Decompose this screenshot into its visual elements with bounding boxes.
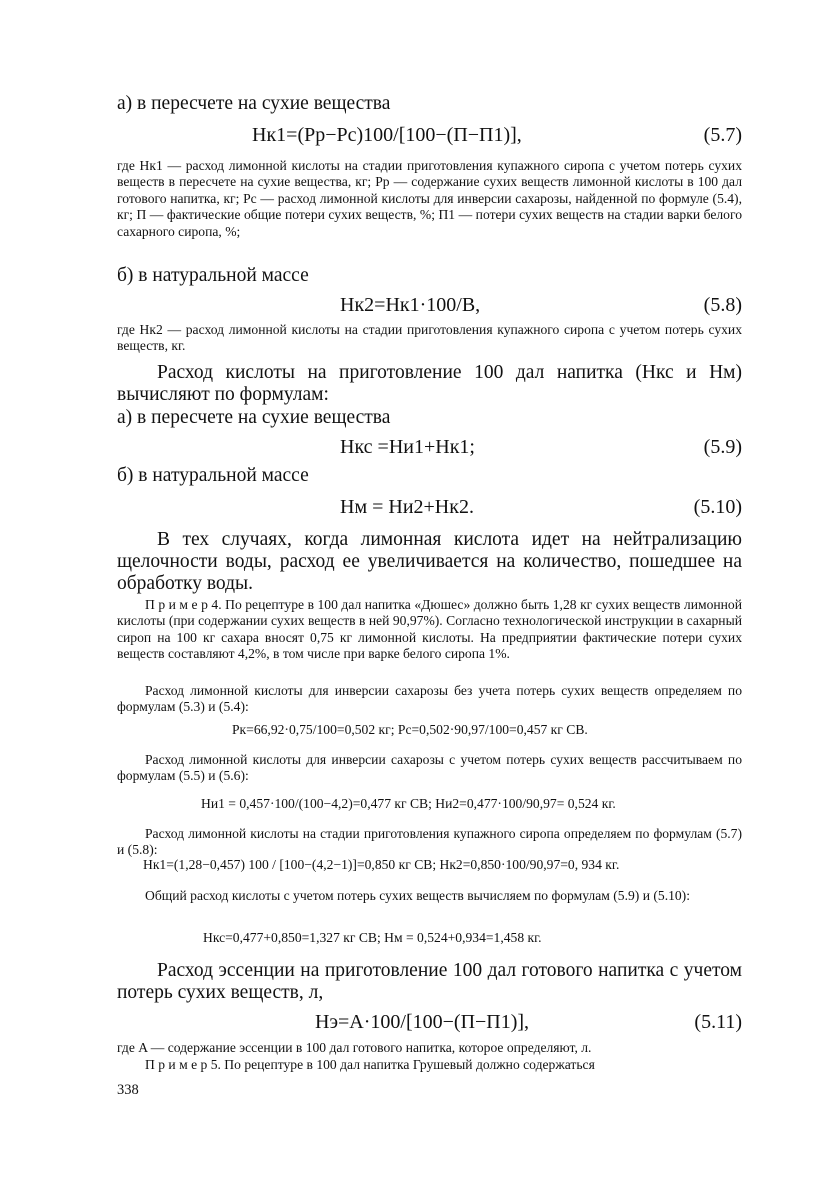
- formula-expr: Hм = Hи2+Hк2.: [340, 496, 474, 518]
- formula-expr: Hк1=(Pр−Pс)100/[100−(П−П1)],: [252, 124, 522, 146]
- example-5-paragraph: П р и м е р 5. По рецептуре в 100 дал напитка Грушевый должно содержаться: [145, 1057, 595, 1072]
- formula-5-10: [117, 495, 742, 519]
- formula-number: (5.8): [703, 294, 742, 316]
- inversion-losses-paragraph: Расход лимонной кислоты для инверсии сахарозы с учетом потерь сухих веществ рассчитываем по формулам (5.5) и (5.6):: [117, 752, 742, 784]
- acid-paragraph: Расход кислоты на приготовление 100 дал напитка (Hкс и Hм) вычисляют по формулам:: [117, 362, 742, 405]
- calc-line-4: Hкс=0,477+0,850=1,327 кг СВ; Hм = 0,524+0,934=1,458 кг.: [203, 930, 542, 945]
- formula-number: (5.10): [693, 496, 742, 518]
- formula-5-8: [117, 293, 742, 317]
- essence-paragraph: Расход эссенции на приготовление 100 дал готового напитка с учетом потерь сухих веществ, л,: [117, 960, 742, 1003]
- total-paragraph: Общий расход кислоты с учетом потерь сухих веществ вычисляем по формулам (5.9) и (5.10):: [145, 888, 690, 903]
- formula-number: (5.11): [694, 1011, 742, 1033]
- calc-line-3: Hк1=(1,28−0,457) 100 / [100−(4,2−1)]=0,850 кг СВ; Hк2=0,850·100/90,97=0, 934 кг.: [143, 857, 620, 872]
- where-5-8: где Hк2 — расход лимонной кислоты на стадии приготовления купажного сиропа с учетом потерь сухих веществ, кг.: [117, 322, 742, 354]
- formula-expr: Hкс =Hи1+Hк1;: [340, 436, 475, 458]
- item-a-dry-2: а) в пересчете на сухие вещества: [117, 407, 391, 428]
- blend-paragraph: Расход лимонной кислоты на стадии приготовления купажного сиропа определяем по формулам (5.7) и (5.8):: [117, 826, 742, 858]
- formula-number: (5.9): [703, 436, 742, 458]
- calc-line-1: Pк=66,92·0,75/100=0,502 кг; Pс=0,502·90,97/100=0,457 кг СВ.: [232, 722, 588, 737]
- formula-expr: Hэ=A·100/[100−(П−П1)],: [315, 1011, 530, 1033]
- formula-expr: Hк2=Hк1·100/В,: [340, 294, 481, 316]
- formula-5-7: [117, 123, 742, 147]
- formula-5-9: [117, 435, 742, 459]
- formula-number: (5.7): [703, 124, 742, 146]
- where-5-7: где Hк1 — расход лимонной кислоты на стадии приготовления купажного сиропа с учетом потерь сухих веществ в пересчете на сухие вещества, кг; Pр — содержание сухих веществ лимонной кислоты в 100 дал готового напитка, кг; Pс — расход лимонной кислоты для инверсии сахарозы, найденной по формуле (5.4), кг; П — фактические общие потери сухих веществ, %; П1 — потери сухих веществ на стадии варки белого сахарного сиропа, %;: [117, 158, 742, 239]
- where-5-11: где A — содержание эссенции в 100 дал готового напитка, которое определяют, л.: [117, 1040, 592, 1055]
- item-a-dry: а) в пересчете на сухие вещества: [117, 93, 391, 114]
- calc-line-2: Hи1 = 0,457·100/(100−4,2)=0,477 кг СВ; Hи2=0,477·100/90,97= 0,524 кг.: [201, 796, 616, 811]
- formula-5-11: [117, 1010, 742, 1034]
- neutralization-paragraph: В тех случаях, когда лимонная кислота идет на нейтрализацию щелочности воды, расход ее увеличивается на количество, пошедшее на обработку воды.: [117, 529, 742, 594]
- page-number: 338: [117, 1082, 139, 1098]
- inversion-paragraph: Расход лимонной кислоты для инверсии сахарозы без учета потерь сухих веществ определяем по формулам (5.3) и (5.4):: [117, 683, 742, 715]
- item-b-nat: б) в натуральной массе: [117, 265, 309, 286]
- example-4-paragraph: П р и м е р 4. По рецептуре в 100 дал напитка «Дюшес» должно быть 1,28 кг сухих веществ лимонной кислоты (при содержании сухих веществ в ней 90,97%). Согласно технологической инструкции в сахарный сироп на 100 кг сахара вносят 0,75 кг лимонной кислоты. На предприятии фактические потери сухих веществ составляют 4,2%, в том числе при варке белого сиропа 1%.: [117, 597, 742, 662]
- item-b-nat-2: б) в натуральной массе: [117, 465, 309, 486]
